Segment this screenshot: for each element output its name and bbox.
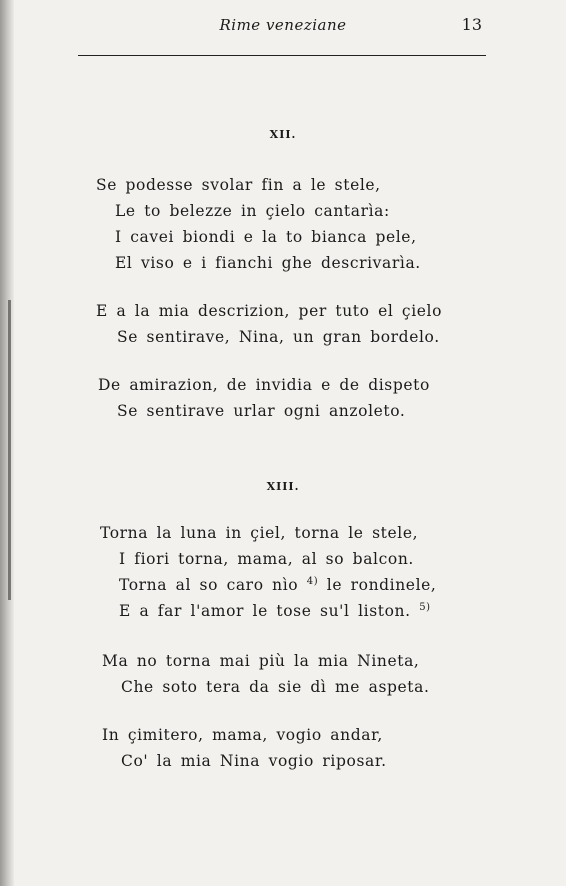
verse-line: I cavei biondi e la to bianca pele, — [115, 228, 417, 246]
verse-line: Ma no torna mai più la mia Nineta, — [102, 652, 420, 670]
verse-line-with-footnote — [119, 602, 431, 620]
verse-line: Se sentirave urlar ogni anzoleto. — [117, 402, 406, 420]
section-number-xii: XII. — [269, 128, 297, 141]
verse-line: De amirazion, de invidia e de dispeto — [98, 376, 430, 394]
verse-line: Se podesse svolar fin a le stele, — [96, 176, 381, 194]
verse-line: Torna la luna in çiel, torna le stele, — [100, 524, 419, 542]
verse-line: Le to belezze in çielo cantarìa: — [115, 202, 390, 220]
verse-line: Co' la mia Nina vogio riposar. — [121, 752, 387, 770]
running-header-title: Rime veneziane — [219, 16, 347, 34]
verse-line: In çimitero, mama, vogio andar, — [102, 726, 383, 744]
verse-line: Se sentirave, Nina, un gran bordelo. — [117, 328, 440, 346]
verse-line: I fiori torna, mama, al so balcon. — [119, 550, 414, 568]
section-number-xiii: XIII. — [266, 480, 300, 493]
footnote-ref-4: 4) — [306, 575, 319, 587]
verse-line: Che soto tera da sie dì me aspeta. — [121, 678, 430, 696]
verse-text-tail: le rondinele, — [326, 576, 437, 594]
page-number: 13 — [461, 15, 482, 34]
header-rule — [78, 55, 486, 56]
verse-text: Torna al so caro nìo — [119, 576, 299, 594]
verse-line-with-footnote — [119, 576, 436, 594]
verse-line: E a la mia descrizion, per tuto el çielo — [96, 302, 443, 320]
verse-line: El viso e i fianchi ghe descrivarìa. — [115, 254, 421, 272]
binding-mark — [8, 300, 11, 600]
footnote-ref-5: 5) — [419, 601, 431, 613]
verse-text: E a far l'amor le tose su'l liston. — [119, 602, 411, 620]
